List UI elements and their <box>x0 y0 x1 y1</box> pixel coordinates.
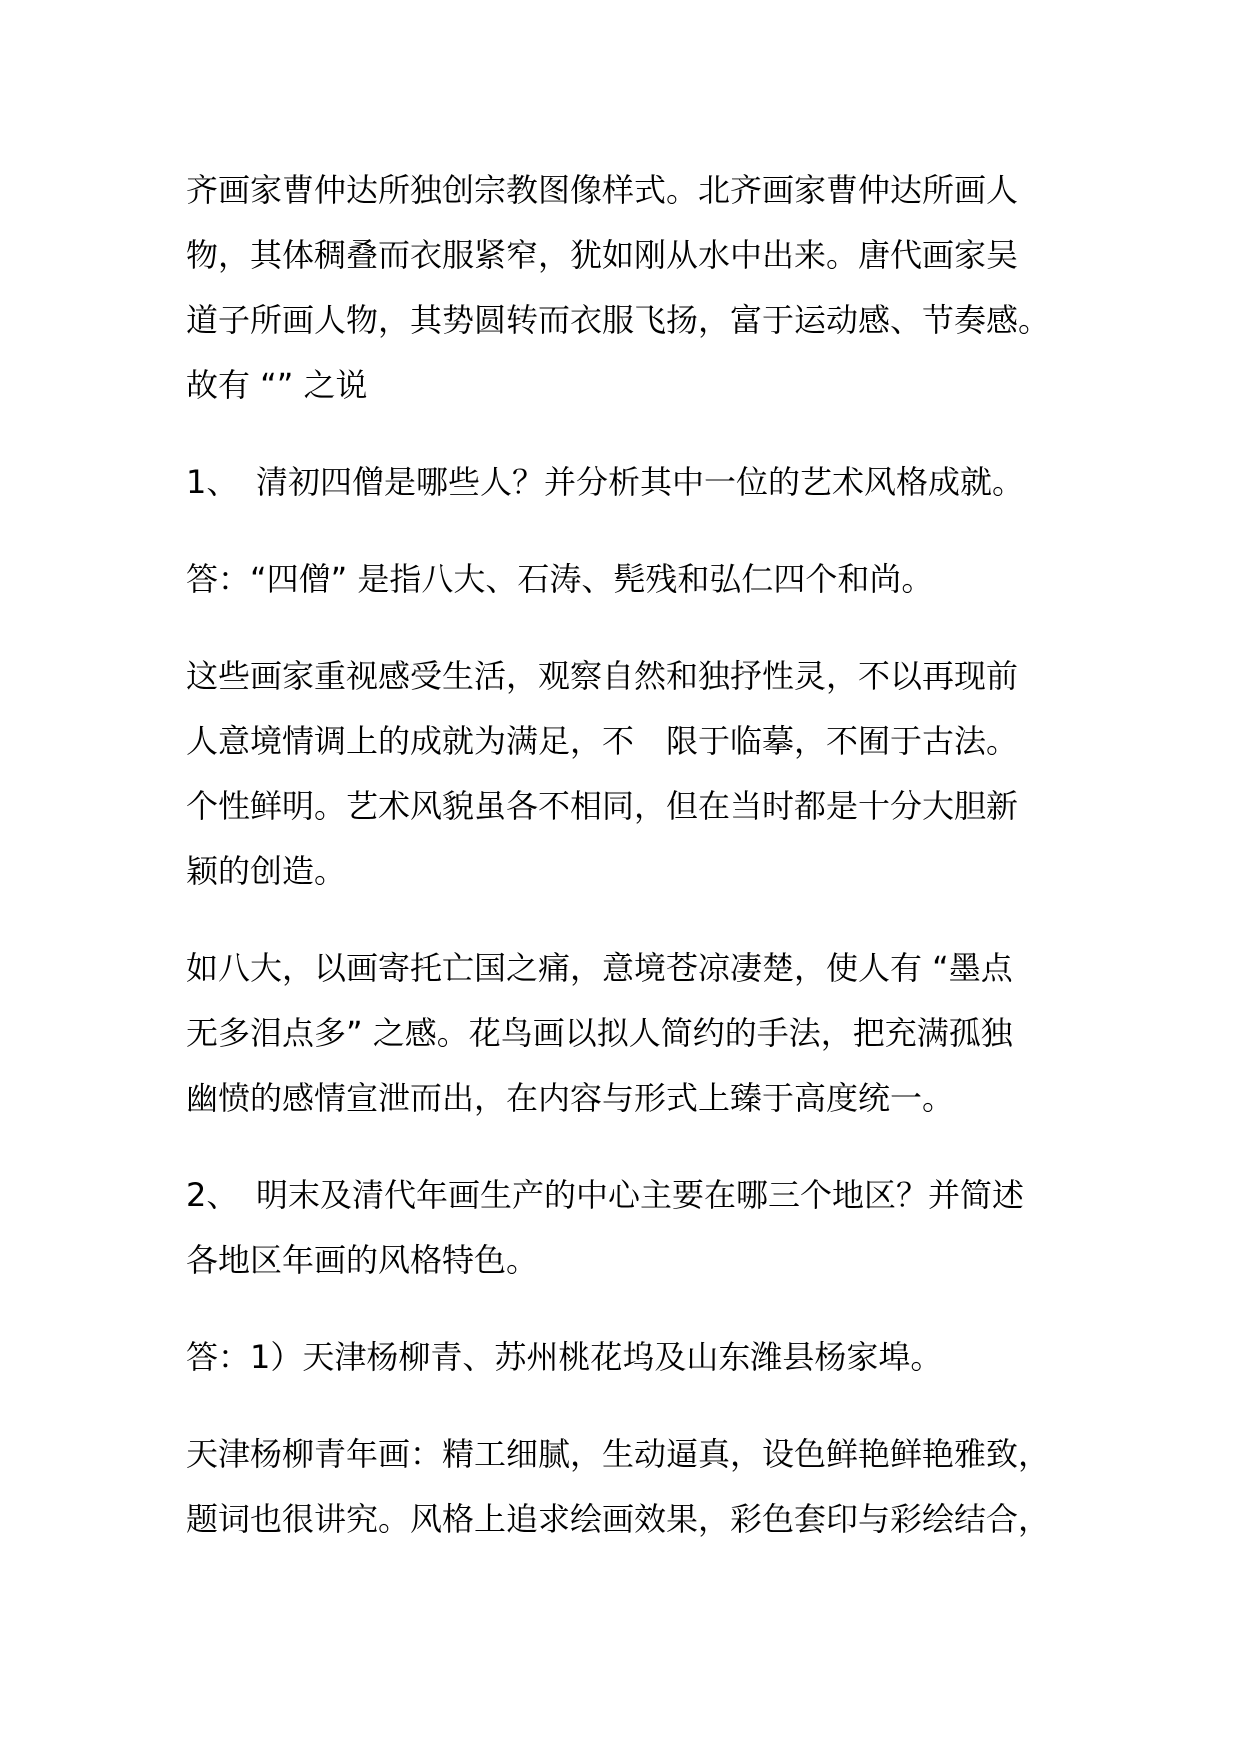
text-line: 故有 “” 之说 <box>186 366 368 404</box>
text-line: 无多泪点多” 之感。花鸟画以拟人简约的手法，把充满孤独 <box>186 1014 1013 1052</box>
paragraph-four-monks <box>186 644 1066 904</box>
text-line: 答：“四僧” 是指八大、石涛、髡残和弘仁四个和尚。 <box>186 560 934 598</box>
text-line: 个性鲜明。艺术风貌虽各不相同，但在当时都是十分大胆新 <box>186 787 1019 825</box>
question-text: 清初四僧是哪些人？并分析其中一位的艺术风格成就。 <box>256 463 1025 501</box>
text-line: 幽愤的感情宣泄而出，在内容与形式上臻于高度统一。 <box>186 1079 955 1117</box>
question-line <box>186 1163 1066 1228</box>
text-line: 答：1）天津杨柳青、苏州桃花坞及山东潍县杨家埠。 <box>186 1338 943 1376</box>
text-line: 人意境情调上的成就为满足，不 限于临摹，不囿于古法。 <box>186 722 1019 760</box>
text-line: 题词也很讲究。风格上追求绘画效果，彩色套印与彩绘结合， <box>186 1500 1051 1538</box>
text-line: 齐画家曹仲达所独创宗教图像样式。北齐画家曹仲达所画人 <box>186 171 1019 209</box>
answer-2 <box>186 1325 1066 1390</box>
question-number: 1、 <box>186 463 239 501</box>
question-line <box>186 450 1066 515</box>
question-1 <box>186 450 1066 515</box>
text-line: 颖的创造。 <box>186 852 347 890</box>
question-2 <box>186 1163 1066 1293</box>
text-line: 道子所画人物，其势圆转而衣服飞扬，富于运动感、节奏感。 <box>186 301 1051 339</box>
paragraph-bada <box>186 936 1066 1131</box>
text-line: 这些画家重视感受生活，观察自然和独抒性灵，不以再现前 <box>186 657 1019 695</box>
question-number: 2、 <box>186 1176 239 1214</box>
document-body <box>186 158 1066 1584</box>
text-line: 如八大，以画寄托亡国之痛，意境苍凉凄楚，使人有 “墨点 <box>186 949 1013 987</box>
paragraph-yangliuqing <box>186 1422 1066 1552</box>
text-line: 物，其体稠叠而衣服紧窄，犹如刚从水中出来。唐代画家吴 <box>186 236 1019 274</box>
text-line: 各地区年画的风格特色。 <box>186 1241 539 1279</box>
answer-1 <box>186 547 1066 612</box>
text-line: 天津杨柳青年画：精工细腻，生动逼真，设色鲜艳鲜艳雅致， <box>186 1435 1051 1473</box>
question-text: 明末及清代年画生产的中心主要在哪三个地区？并简述 <box>256 1176 1025 1214</box>
paragraph-intro <box>186 158 1066 418</box>
